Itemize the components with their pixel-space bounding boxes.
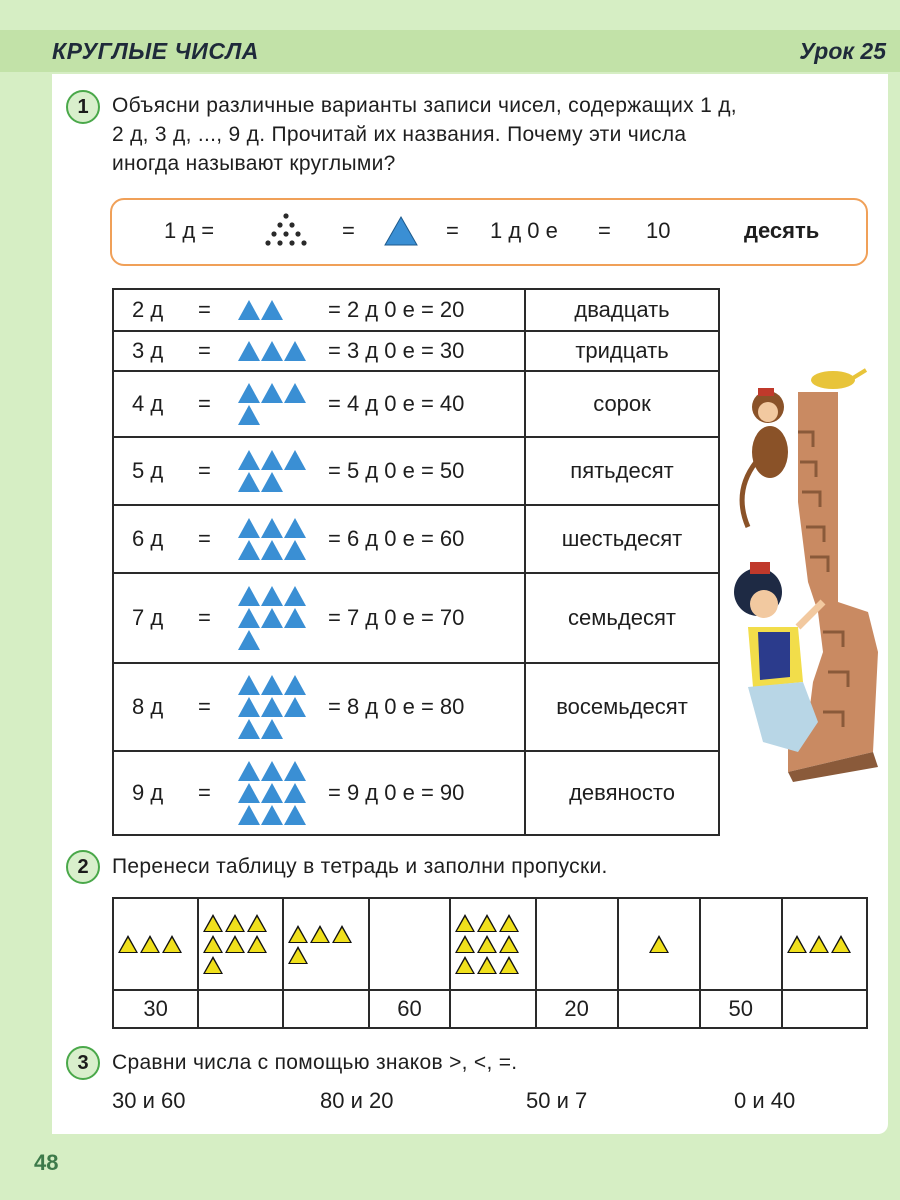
yellow-triangle-icon (203, 914, 223, 932)
tens-cell-record (113, 371, 525, 437)
blue-triangle-icon (284, 783, 306, 803)
blue-triangle-icon (284, 450, 306, 470)
blue-triangle-icon (284, 761, 306, 781)
blue-triangle-icon (261, 761, 283, 781)
blue-triangle-icon (261, 719, 283, 739)
yellow-triangle-icon (247, 935, 267, 953)
yellow-triangle-icon (477, 956, 497, 974)
definition-left: 1 д = (164, 218, 215, 243)
definition-eq-2: = (446, 218, 459, 243)
task-3-badge: 3 (66, 1046, 100, 1080)
yellow-triangle-icon (162, 935, 182, 953)
compare-pair-2: 80 и 20 (320, 1088, 394, 1113)
task-3-text: Сравни числа с помощью знаков >, <, =. (112, 1051, 518, 1074)
blue-triangles-group (238, 383, 306, 425)
tens-number-name: шестьдесят (525, 505, 719, 573)
definition-value: 10 (646, 218, 671, 243)
dots-pyramid-icon (258, 212, 314, 254)
tens-record: = 7 д 0 е = 70 (328, 605, 465, 630)
task-1-badge: 1 (66, 90, 100, 124)
blue-triangles-group (238, 675, 306, 739)
tens-number-name: двадцать (525, 289, 719, 331)
tens-label: 3 д (132, 338, 164, 363)
tens-cell-record (113, 663, 525, 751)
tens-record: = 9 д 0 е = 90 (328, 780, 465, 805)
tens-record: = 5 д 0 е = 50 (328, 458, 465, 483)
definition-record: 1 д 0 е (490, 218, 558, 243)
tens-table-row (113, 331, 719, 371)
tens-table-row (113, 573, 719, 663)
tens-record: = 4 д 0 е = 40 (328, 391, 465, 416)
yellow-triangle-icon (477, 935, 497, 953)
compare-pair-1: 30 и 60 (112, 1088, 186, 1113)
definition-eq-1: = (342, 218, 355, 243)
blue-triangle-icon (238, 783, 260, 803)
blue-triangles-group (238, 586, 306, 650)
blue-triangle-icon (238, 341, 260, 361)
blue-triangle-icon (284, 341, 306, 361)
definition-eq-3: = (598, 218, 611, 243)
tens-eq: = (198, 391, 211, 416)
tens-table-row (113, 663, 719, 751)
tens-number-name: сорок (525, 371, 719, 437)
tens-cell-record (113, 505, 525, 573)
blue-triangle-icon (238, 761, 260, 781)
task-1-text (112, 91, 737, 178)
blue-triangle-icon (261, 450, 283, 470)
blue-triangles-group (238, 300, 283, 320)
blue-triangle-icon (284, 697, 306, 717)
yellow-triangle-icon (499, 956, 519, 974)
blue-triangle-icon (238, 518, 260, 538)
yellow-triangle-icon (288, 925, 308, 943)
blue-triangle-icon (261, 697, 283, 717)
tens-table (112, 288, 720, 836)
yellow-triangle-icon (499, 914, 519, 932)
task-1-line-2: 2 д, 3 д, ..., 9 д. Прочитай их названия. Почему эти числа (112, 123, 687, 146)
tens-record: = 2 д 0 е = 20 (328, 297, 465, 322)
tens-label: 2 д (132, 297, 164, 322)
tens-label: 7 д (132, 605, 164, 630)
blue-triangles-group (238, 450, 306, 492)
blue-triangle-icon (284, 586, 306, 606)
fill-cell-triangles (113, 898, 198, 990)
fill-cell-value: 20 (536, 990, 618, 1028)
blue-triangle-icon (284, 608, 306, 628)
definition-name: десять (744, 218, 820, 243)
yellow-triangle-icon (310, 925, 330, 943)
blue-triangle-icon (238, 697, 260, 717)
yellow-triangle-icon (203, 956, 223, 974)
blue-triangles-group (238, 761, 306, 825)
tens-number-name: пятьдесят (525, 437, 719, 505)
fill-cell-value: 50 (700, 990, 782, 1028)
compare-pair-4: 0 и 40 (734, 1088, 796, 1113)
tens-label: 6 д (132, 526, 164, 551)
blue-triangle-icon (238, 383, 260, 403)
aladdin-monkey-illustration (728, 352, 888, 782)
blue-triangle-icon (238, 608, 260, 628)
tens-number-name: семьдесят (525, 573, 719, 663)
tens-eq: = (198, 694, 211, 719)
definition-box (110, 198, 868, 266)
section-title: КРУГЛЫЕ ЧИСЛА (52, 38, 259, 64)
yellow-triangle-icon (455, 935, 475, 953)
tens-table-row (113, 371, 719, 437)
compare-pair-3: 50 и 7 (526, 1088, 588, 1113)
blue-triangle-icon (261, 472, 283, 492)
fill-cell-triangles (536, 898, 618, 990)
fill-cell-value (283, 990, 368, 1028)
yellow-triangle-icon (831, 935, 851, 953)
task-2-badge: 2 (66, 850, 100, 884)
blue-triangle-icon (261, 608, 283, 628)
tens-record: = 6 д 0 е = 60 (328, 526, 465, 551)
fill-cell-value (198, 990, 283, 1028)
blue-triangle-icon (238, 450, 260, 470)
yellow-triangle-icon (225, 914, 245, 932)
tens-label: 5 д (132, 458, 164, 483)
task-1-line-1: Объясни различные варианты записи чисел, содержащих 1 д, (112, 94, 737, 117)
blue-triangles-group (238, 518, 306, 560)
tens-eq: = (198, 605, 211, 630)
fill-cell-triangles (450, 898, 535, 990)
blue-triangle-icon (261, 805, 283, 825)
fill-cell-value (618, 990, 700, 1028)
fill-cell-value (782, 990, 867, 1028)
tens-eq: = (198, 338, 211, 363)
tens-eq: = (198, 297, 211, 322)
tens-cell-record (113, 289, 525, 331)
blue-triangle-icon (238, 405, 260, 425)
lesson-label: Урок 25 (799, 38, 886, 64)
tens-number-name: девяносто (525, 751, 719, 835)
blue-triangle-icon (284, 540, 306, 560)
fill-cell-triangles (700, 898, 782, 990)
blue-triangle-icon (261, 300, 283, 320)
tens-label: 4 д (132, 391, 164, 416)
tens-eq: = (198, 458, 211, 483)
blue-triangle-icon (238, 805, 260, 825)
yellow-triangle-icon (225, 935, 245, 953)
fill-cell-triangles (618, 898, 700, 990)
tens-eq: = (198, 526, 211, 551)
fill-in-table (112, 897, 868, 1029)
blue-triangle-icon (284, 675, 306, 695)
task-1-line-3: иногда называют круглыми? (112, 152, 396, 175)
fill-cell-value (450, 990, 535, 1028)
tens-label: 9 д (132, 780, 164, 805)
fill-cell-triangles (369, 898, 451, 990)
tens-record: = 3 д 0 е = 30 (328, 338, 465, 363)
blue-triangle-icon (238, 300, 260, 320)
blue-triangle-icon (238, 472, 260, 492)
blue-triangle-icon (261, 540, 283, 560)
tens-record: = 8 д 0 е = 80 (328, 694, 465, 719)
fill-cell-value: 30 (113, 990, 198, 1028)
fill-cell-triangles (782, 898, 867, 990)
blue-triangle-icon (238, 675, 260, 695)
blue-triangle-icon (261, 518, 283, 538)
fill-cell-triangles (198, 898, 283, 990)
blue-triangle-icon (261, 783, 283, 803)
tens-number-name: тридцать (525, 331, 719, 371)
blue-triangle-icon (261, 383, 283, 403)
yellow-triangle-icon (649, 935, 669, 953)
yellow-triangle-icon (455, 914, 475, 932)
blue-triangle-icon (261, 675, 283, 695)
tens-eq: = (198, 780, 211, 805)
yellow-triangle-icon (477, 914, 497, 932)
yellow-triangle-icon (499, 935, 519, 953)
yellow-triangle-icon (247, 914, 267, 932)
fill-cell-triangles (283, 898, 368, 990)
tens-cell-record (113, 331, 525, 371)
tens-table-row (113, 751, 719, 835)
yellow-triangle-icon (118, 935, 138, 953)
tens-cell-record (113, 573, 525, 663)
blue-triangle-icon (384, 216, 418, 246)
tens-table-row (113, 289, 719, 331)
tens-number-name: восемьдесят (525, 663, 719, 751)
yellow-triangle-icon (288, 946, 308, 964)
tens-cell-record (113, 751, 525, 835)
tens-label: 8 д (132, 694, 164, 719)
blue-triangle-icon (238, 540, 260, 560)
yellow-triangle-icon (787, 935, 807, 953)
blue-triangle-icon (238, 586, 260, 606)
tens-table-row (113, 437, 719, 505)
fill-cell-value: 60 (369, 990, 451, 1028)
yellow-triangle-icon (140, 935, 160, 953)
blue-triangle-icon (238, 719, 260, 739)
yellow-triangle-icon (203, 935, 223, 953)
tens-cell-record (113, 437, 525, 505)
lesson-header (0, 30, 900, 72)
blue-triangle-icon (284, 383, 306, 403)
task-2-text: Перенеси таблицу в тетрадь и заполни пропуски. (112, 855, 608, 878)
yellow-triangle-icon (455, 956, 475, 974)
blue-triangles-group (238, 341, 306, 361)
blue-triangle-icon (284, 805, 306, 825)
blue-triangle-icon (261, 341, 283, 361)
blue-triangle-icon (261, 586, 283, 606)
page-number: 48 (34, 1150, 59, 1175)
blue-triangle-icon (238, 630, 260, 650)
yellow-triangle-icon (809, 935, 829, 953)
yellow-triangle-icon (332, 925, 352, 943)
blue-triangle-icon (284, 518, 306, 538)
tens-table-row (113, 505, 719, 573)
